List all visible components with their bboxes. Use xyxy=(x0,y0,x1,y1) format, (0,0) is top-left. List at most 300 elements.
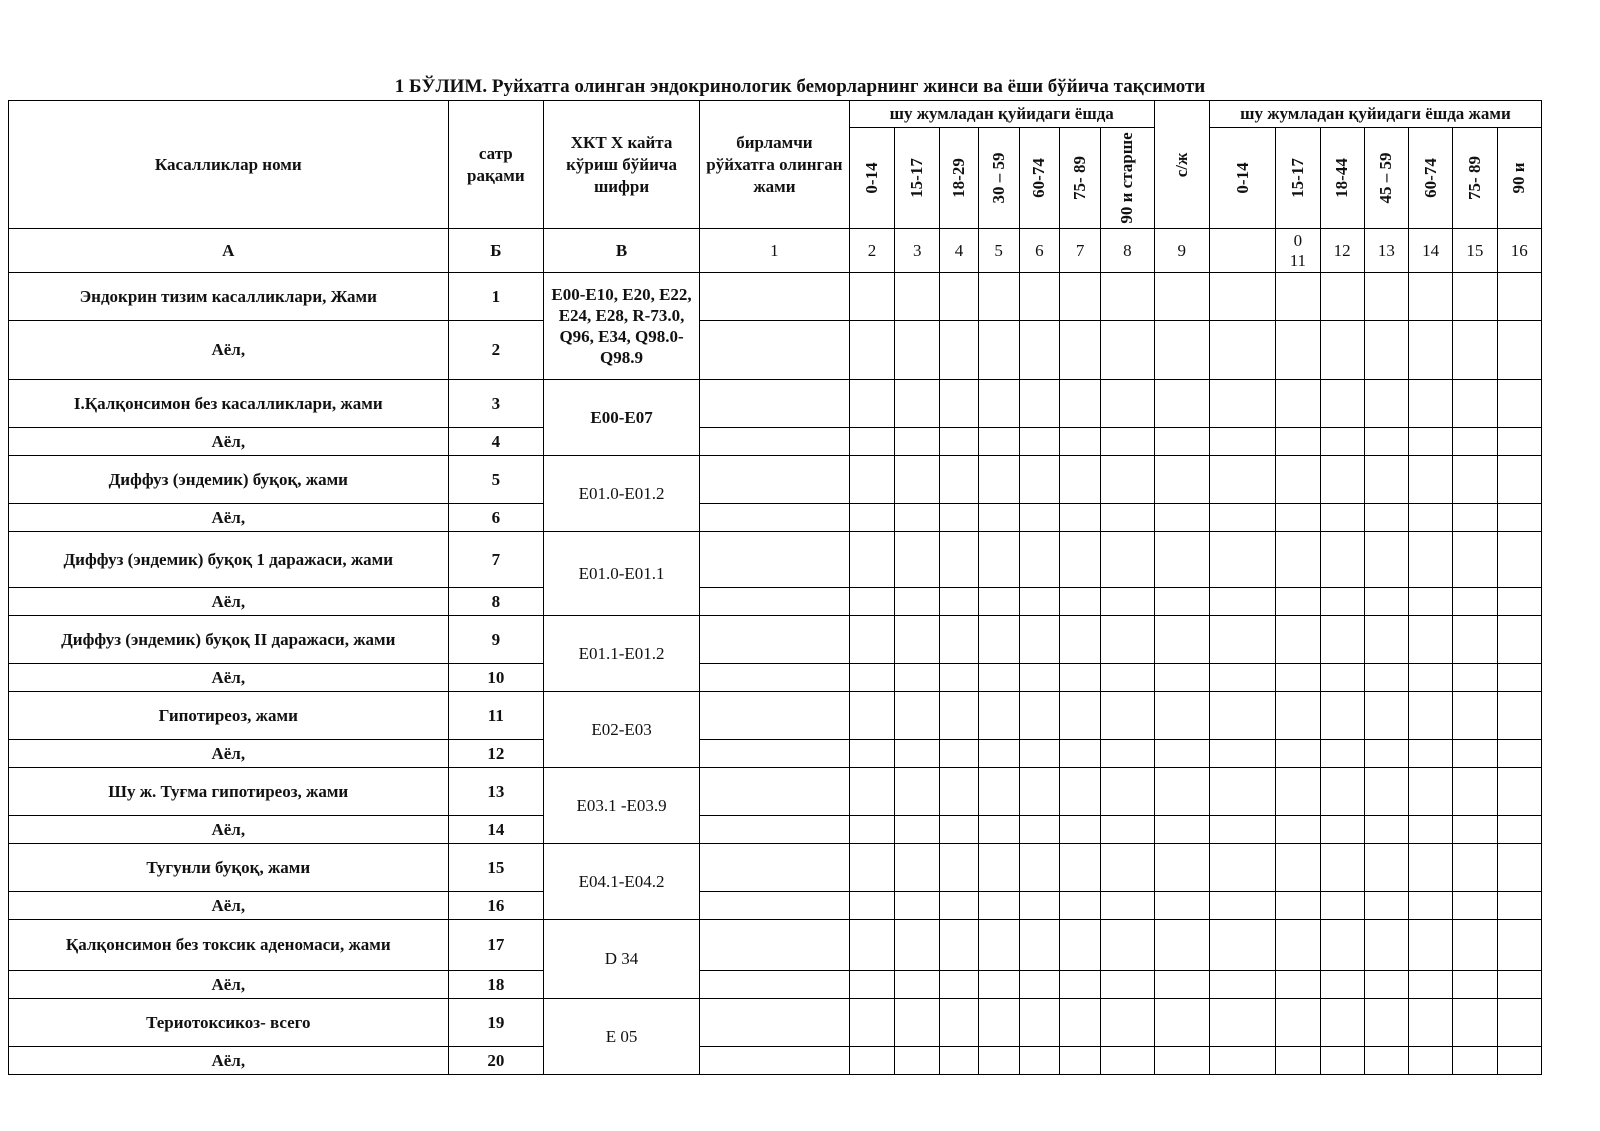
data-cell[interactable] xyxy=(1497,273,1542,321)
data-cell[interactable] xyxy=(1019,532,1059,588)
data-cell[interactable] xyxy=(940,664,978,692)
data-cell[interactable] xyxy=(1019,816,1059,844)
data-cell[interactable] xyxy=(1019,892,1059,920)
data-cell[interactable] xyxy=(1276,971,1320,999)
data-cell[interactable] xyxy=(1409,971,1453,999)
data-cell[interactable] xyxy=(978,816,1019,844)
data-cell[interactable] xyxy=(1320,844,1364,892)
data-cell[interactable] xyxy=(895,504,940,532)
data-cell[interactable] xyxy=(1019,456,1059,504)
data-cell[interactable] xyxy=(1060,844,1101,892)
data-cell[interactable] xyxy=(940,844,978,892)
data-cell[interactable] xyxy=(1320,664,1364,692)
data-cell[interactable] xyxy=(1060,664,1101,692)
data-cell[interactable] xyxy=(1276,321,1320,380)
data-cell[interactable] xyxy=(1209,504,1275,532)
data-cell[interactable] xyxy=(1364,920,1408,971)
data-cell[interactable] xyxy=(895,999,940,1047)
data-cell[interactable] xyxy=(1320,321,1364,380)
data-cell[interactable] xyxy=(1276,504,1320,532)
data-cell[interactable] xyxy=(1060,692,1101,740)
data-cell[interactable] xyxy=(1320,971,1364,999)
data-cell[interactable] xyxy=(1320,740,1364,768)
data-cell[interactable] xyxy=(1276,844,1320,892)
data-cell[interactable] xyxy=(1209,321,1275,380)
data-cell[interactable] xyxy=(978,588,1019,616)
data-cell[interactable] xyxy=(940,692,978,740)
data-cell[interactable] xyxy=(1154,740,1209,768)
data-cell[interactable] xyxy=(1497,321,1542,380)
data-cell[interactable] xyxy=(1409,273,1453,321)
data-cell[interactable] xyxy=(895,844,940,892)
data-cell[interactable] xyxy=(1409,892,1453,920)
data-cell[interactable] xyxy=(1276,692,1320,740)
data-cell[interactable] xyxy=(699,768,849,816)
data-cell[interactable] xyxy=(1497,692,1542,740)
data-cell[interactable] xyxy=(1409,456,1453,504)
data-cell[interactable] xyxy=(1209,616,1275,664)
data-cell[interactable] xyxy=(940,740,978,768)
data-cell[interactable] xyxy=(849,532,894,588)
data-cell[interactable] xyxy=(1497,920,1542,971)
data-cell[interactable] xyxy=(1060,456,1101,504)
data-cell[interactable] xyxy=(849,740,894,768)
data-cell[interactable] xyxy=(940,273,978,321)
data-cell[interactable] xyxy=(1060,616,1101,664)
data-cell[interactable] xyxy=(1497,616,1542,664)
data-cell[interactable] xyxy=(1497,504,1542,532)
data-cell[interactable] xyxy=(849,428,894,456)
data-cell[interactable] xyxy=(1320,380,1364,428)
data-cell[interactable] xyxy=(978,971,1019,999)
data-cell[interactable] xyxy=(1497,740,1542,768)
data-cell[interactable] xyxy=(978,504,1019,532)
data-cell[interactable] xyxy=(1409,1047,1453,1075)
data-cell[interactable] xyxy=(1101,532,1154,588)
data-cell[interactable] xyxy=(895,273,940,321)
data-cell[interactable] xyxy=(1276,892,1320,920)
data-cell[interactable] xyxy=(1453,616,1497,664)
data-cell[interactable] xyxy=(849,892,894,920)
data-cell[interactable] xyxy=(1276,616,1320,664)
data-cell[interactable] xyxy=(1019,1047,1059,1075)
data-cell[interactable] xyxy=(1409,920,1453,971)
data-cell[interactable] xyxy=(1409,664,1453,692)
data-cell[interactable] xyxy=(1019,692,1059,740)
data-cell[interactable] xyxy=(1060,321,1101,380)
data-cell[interactable] xyxy=(940,428,978,456)
data-cell[interactable] xyxy=(1019,971,1059,999)
data-cell[interactable] xyxy=(895,768,940,816)
data-cell[interactable] xyxy=(699,971,849,999)
data-cell[interactable] xyxy=(1154,768,1209,816)
data-cell[interactable] xyxy=(940,920,978,971)
data-cell[interactable] xyxy=(1320,920,1364,971)
data-cell[interactable] xyxy=(1209,1047,1275,1075)
data-cell[interactable] xyxy=(1276,768,1320,816)
data-cell[interactable] xyxy=(1101,321,1154,380)
data-cell[interactable] xyxy=(1364,273,1408,321)
data-cell[interactable] xyxy=(978,380,1019,428)
data-cell[interactable] xyxy=(1364,1047,1408,1075)
data-cell[interactable] xyxy=(1060,768,1101,816)
data-cell[interactable] xyxy=(1101,380,1154,428)
data-cell[interactable] xyxy=(1276,999,1320,1047)
data-cell[interactable] xyxy=(978,428,1019,456)
data-cell[interactable] xyxy=(1060,1047,1101,1075)
data-cell[interactable] xyxy=(1019,768,1059,816)
data-cell[interactable] xyxy=(1276,740,1320,768)
data-cell[interactable] xyxy=(1453,380,1497,428)
data-cell[interactable] xyxy=(1060,816,1101,844)
data-cell[interactable] xyxy=(1101,616,1154,664)
data-cell[interactable] xyxy=(978,321,1019,380)
data-cell[interactable] xyxy=(1209,692,1275,740)
data-cell[interactable] xyxy=(699,664,849,692)
data-cell[interactable] xyxy=(1409,816,1453,844)
data-cell[interactable] xyxy=(1019,504,1059,532)
data-cell[interactable] xyxy=(978,532,1019,588)
data-cell[interactable] xyxy=(699,999,849,1047)
data-cell[interactable] xyxy=(1154,588,1209,616)
data-cell[interactable] xyxy=(1453,740,1497,768)
data-cell[interactable] xyxy=(1453,1047,1497,1075)
data-cell[interactable] xyxy=(1101,844,1154,892)
data-cell[interactable] xyxy=(1101,504,1154,532)
data-cell[interactable] xyxy=(1019,616,1059,664)
data-cell[interactable] xyxy=(895,428,940,456)
data-cell[interactable] xyxy=(1320,1047,1364,1075)
data-cell[interactable] xyxy=(699,456,849,504)
data-cell[interactable] xyxy=(1154,664,1209,692)
data-cell[interactable] xyxy=(1060,504,1101,532)
data-cell[interactable] xyxy=(1497,428,1542,456)
data-cell[interactable] xyxy=(1101,1047,1154,1075)
data-cell[interactable] xyxy=(1209,892,1275,920)
data-cell[interactable] xyxy=(1060,971,1101,999)
data-cell[interactable] xyxy=(1409,321,1453,380)
data-cell[interactable] xyxy=(1209,664,1275,692)
data-cell[interactable] xyxy=(849,920,894,971)
data-cell[interactable] xyxy=(1453,999,1497,1047)
data-cell[interactable] xyxy=(1320,999,1364,1047)
data-cell[interactable] xyxy=(1276,816,1320,844)
data-cell[interactable] xyxy=(978,664,1019,692)
data-cell[interactable] xyxy=(1453,692,1497,740)
data-cell[interactable] xyxy=(978,920,1019,971)
data-cell[interactable] xyxy=(1453,504,1497,532)
data-cell[interactable] xyxy=(1101,588,1154,616)
data-cell[interactable] xyxy=(1364,892,1408,920)
data-cell[interactable] xyxy=(940,768,978,816)
data-cell[interactable] xyxy=(1409,588,1453,616)
data-cell[interactable] xyxy=(1364,532,1408,588)
data-cell[interactable] xyxy=(1409,380,1453,428)
data-cell[interactable] xyxy=(1409,740,1453,768)
data-cell[interactable] xyxy=(1019,428,1059,456)
data-cell[interactable] xyxy=(699,616,849,664)
data-cell[interactable] xyxy=(699,532,849,588)
data-cell[interactable] xyxy=(1497,588,1542,616)
data-cell[interactable] xyxy=(1209,999,1275,1047)
data-cell[interactable] xyxy=(1497,664,1542,692)
data-cell[interactable] xyxy=(1453,892,1497,920)
data-cell[interactable] xyxy=(1364,504,1408,532)
data-cell[interactable] xyxy=(1276,1047,1320,1075)
data-cell[interactable] xyxy=(1019,740,1059,768)
data-cell[interactable] xyxy=(1101,740,1154,768)
data-cell[interactable] xyxy=(1209,380,1275,428)
data-cell[interactable] xyxy=(1060,999,1101,1047)
data-cell[interactable] xyxy=(849,1047,894,1075)
data-cell[interactable] xyxy=(1364,380,1408,428)
data-cell[interactable] xyxy=(1154,616,1209,664)
data-cell[interactable] xyxy=(1209,740,1275,768)
data-cell[interactable] xyxy=(1497,892,1542,920)
data-cell[interactable] xyxy=(1453,532,1497,588)
data-cell[interactable] xyxy=(699,740,849,768)
data-cell[interactable] xyxy=(978,892,1019,920)
data-cell[interactable] xyxy=(1101,971,1154,999)
data-cell[interactable] xyxy=(1364,768,1408,816)
data-cell[interactable] xyxy=(1060,892,1101,920)
data-cell[interactable] xyxy=(1497,456,1542,504)
data-cell[interactable] xyxy=(1060,380,1101,428)
data-cell[interactable] xyxy=(1019,588,1059,616)
data-cell[interactable] xyxy=(1497,1047,1542,1075)
data-cell[interactable] xyxy=(895,816,940,844)
data-cell[interactable] xyxy=(699,844,849,892)
data-cell[interactable] xyxy=(1060,740,1101,768)
data-cell[interactable] xyxy=(1154,504,1209,532)
data-cell[interactable] xyxy=(1019,321,1059,380)
data-cell[interactable] xyxy=(1101,816,1154,844)
data-cell[interactable] xyxy=(940,588,978,616)
data-cell[interactable] xyxy=(1101,692,1154,740)
data-cell[interactable] xyxy=(1276,588,1320,616)
data-cell[interactable] xyxy=(895,692,940,740)
data-cell[interactable] xyxy=(1101,999,1154,1047)
data-cell[interactable] xyxy=(1101,273,1154,321)
data-cell[interactable] xyxy=(1154,456,1209,504)
data-cell[interactable] xyxy=(1276,428,1320,456)
data-cell[interactable] xyxy=(849,588,894,616)
data-cell[interactable] xyxy=(699,321,849,380)
data-cell[interactable] xyxy=(1019,999,1059,1047)
data-cell[interactable] xyxy=(1320,768,1364,816)
data-cell[interactable] xyxy=(1320,892,1364,920)
data-cell[interactable] xyxy=(1060,532,1101,588)
data-cell[interactable] xyxy=(940,999,978,1047)
data-cell[interactable] xyxy=(978,844,1019,892)
data-cell[interactable] xyxy=(849,616,894,664)
data-cell[interactable] xyxy=(1364,616,1408,664)
data-cell[interactable] xyxy=(1320,816,1364,844)
data-cell[interactable] xyxy=(1019,380,1059,428)
data-cell[interactable] xyxy=(978,1047,1019,1075)
data-cell[interactable] xyxy=(1364,844,1408,892)
data-cell[interactable] xyxy=(940,892,978,920)
data-cell[interactable] xyxy=(895,532,940,588)
data-cell[interactable] xyxy=(978,999,1019,1047)
data-cell[interactable] xyxy=(978,273,1019,321)
data-cell[interactable] xyxy=(1364,692,1408,740)
data-cell[interactable] xyxy=(849,380,894,428)
data-cell[interactable] xyxy=(1364,456,1408,504)
data-cell[interactable] xyxy=(1154,844,1209,892)
data-cell[interactable] xyxy=(940,971,978,999)
data-cell[interactable] xyxy=(1453,273,1497,321)
data-cell[interactable] xyxy=(849,692,894,740)
data-cell[interactable] xyxy=(1320,504,1364,532)
data-cell[interactable] xyxy=(1276,273,1320,321)
data-cell[interactable] xyxy=(1101,920,1154,971)
data-cell[interactable] xyxy=(1364,971,1408,999)
data-cell[interactable] xyxy=(699,273,849,321)
data-cell[interactable] xyxy=(940,456,978,504)
data-cell[interactable] xyxy=(895,740,940,768)
data-cell[interactable] xyxy=(1209,588,1275,616)
data-cell[interactable] xyxy=(895,920,940,971)
data-cell[interactable] xyxy=(1209,816,1275,844)
data-cell[interactable] xyxy=(1320,616,1364,664)
data-cell[interactable] xyxy=(1453,920,1497,971)
data-cell[interactable] xyxy=(1060,273,1101,321)
data-cell[interactable] xyxy=(1101,664,1154,692)
data-cell[interactable] xyxy=(1409,504,1453,532)
data-cell[interactable] xyxy=(1364,588,1408,616)
data-cell[interactable] xyxy=(1019,844,1059,892)
data-cell[interactable] xyxy=(1453,816,1497,844)
data-cell[interactable] xyxy=(1209,273,1275,321)
data-cell[interactable] xyxy=(1154,321,1209,380)
data-cell[interactable] xyxy=(1364,321,1408,380)
data-cell[interactable] xyxy=(699,380,849,428)
data-cell[interactable] xyxy=(1154,1047,1209,1075)
data-cell[interactable] xyxy=(1453,768,1497,816)
data-cell[interactable] xyxy=(1154,532,1209,588)
data-cell[interactable] xyxy=(895,1047,940,1075)
data-cell[interactable] xyxy=(849,971,894,999)
data-cell[interactable] xyxy=(1320,428,1364,456)
data-cell[interactable] xyxy=(1019,664,1059,692)
data-cell[interactable] xyxy=(1497,380,1542,428)
data-cell[interactable] xyxy=(1453,844,1497,892)
data-cell[interactable] xyxy=(1209,971,1275,999)
data-cell[interactable] xyxy=(699,504,849,532)
data-cell[interactable] xyxy=(1101,428,1154,456)
data-cell[interactable] xyxy=(1497,768,1542,816)
data-cell[interactable] xyxy=(940,321,978,380)
data-cell[interactable] xyxy=(849,504,894,532)
data-cell[interactable] xyxy=(1060,588,1101,616)
data-cell[interactable] xyxy=(1409,768,1453,816)
data-cell[interactable] xyxy=(1154,692,1209,740)
data-cell[interactable] xyxy=(1276,664,1320,692)
data-cell[interactable] xyxy=(1453,321,1497,380)
data-cell[interactable] xyxy=(699,428,849,456)
data-cell[interactable] xyxy=(895,380,940,428)
data-cell[interactable] xyxy=(1453,664,1497,692)
data-cell[interactable] xyxy=(1364,428,1408,456)
data-cell[interactable] xyxy=(1154,428,1209,456)
data-cell[interactable] xyxy=(699,892,849,920)
data-cell[interactable] xyxy=(895,971,940,999)
data-cell[interactable] xyxy=(1497,532,1542,588)
data-cell[interactable] xyxy=(940,380,978,428)
data-cell[interactable] xyxy=(978,616,1019,664)
data-cell[interactable] xyxy=(1320,273,1364,321)
data-cell[interactable] xyxy=(1154,273,1209,321)
data-cell[interactable] xyxy=(849,999,894,1047)
data-cell[interactable] xyxy=(1276,380,1320,428)
data-cell[interactable] xyxy=(1209,920,1275,971)
data-cell[interactable] xyxy=(1154,999,1209,1047)
data-cell[interactable] xyxy=(940,816,978,844)
data-cell[interactable] xyxy=(1101,768,1154,816)
data-cell[interactable] xyxy=(849,768,894,816)
data-cell[interactable] xyxy=(1409,428,1453,456)
data-cell[interactable] xyxy=(1453,971,1497,999)
data-cell[interactable] xyxy=(1209,428,1275,456)
data-cell[interactable] xyxy=(895,616,940,664)
data-cell[interactable] xyxy=(699,588,849,616)
data-cell[interactable] xyxy=(1154,892,1209,920)
data-cell[interactable] xyxy=(699,816,849,844)
data-cell[interactable] xyxy=(1364,740,1408,768)
data-cell[interactable] xyxy=(1320,456,1364,504)
data-cell[interactable] xyxy=(849,456,894,504)
data-cell[interactable] xyxy=(1453,456,1497,504)
data-cell[interactable] xyxy=(940,504,978,532)
data-cell[interactable] xyxy=(1154,920,1209,971)
data-cell[interactable] xyxy=(1154,971,1209,999)
data-cell[interactable] xyxy=(1209,532,1275,588)
data-cell[interactable] xyxy=(1154,380,1209,428)
data-cell[interactable] xyxy=(849,844,894,892)
data-cell[interactable] xyxy=(1409,532,1453,588)
data-cell[interactable] xyxy=(1276,532,1320,588)
data-cell[interactable] xyxy=(1453,588,1497,616)
data-cell[interactable] xyxy=(1453,428,1497,456)
data-cell[interactable] xyxy=(1320,532,1364,588)
data-cell[interactable] xyxy=(699,920,849,971)
data-cell[interactable] xyxy=(849,664,894,692)
data-cell[interactable] xyxy=(940,532,978,588)
data-cell[interactable] xyxy=(895,892,940,920)
data-cell[interactable] xyxy=(895,664,940,692)
data-cell[interactable] xyxy=(940,1047,978,1075)
data-cell[interactable] xyxy=(1409,844,1453,892)
data-cell[interactable] xyxy=(1209,456,1275,504)
data-cell[interactable] xyxy=(699,1047,849,1075)
data-cell[interactable] xyxy=(1364,664,1408,692)
data-cell[interactable] xyxy=(1320,588,1364,616)
data-cell[interactable] xyxy=(1209,844,1275,892)
data-cell[interactable] xyxy=(895,456,940,504)
data-cell[interactable] xyxy=(1497,816,1542,844)
data-cell[interactable] xyxy=(849,816,894,844)
data-cell[interactable] xyxy=(1497,844,1542,892)
data-cell[interactable] xyxy=(978,768,1019,816)
data-cell[interactable] xyxy=(1409,692,1453,740)
data-cell[interactable] xyxy=(1320,692,1364,740)
data-cell[interactable] xyxy=(940,616,978,664)
data-cell[interactable] xyxy=(978,740,1019,768)
data-cell[interactable] xyxy=(1209,768,1275,816)
data-cell[interactable] xyxy=(895,321,940,380)
data-cell[interactable] xyxy=(849,321,894,380)
